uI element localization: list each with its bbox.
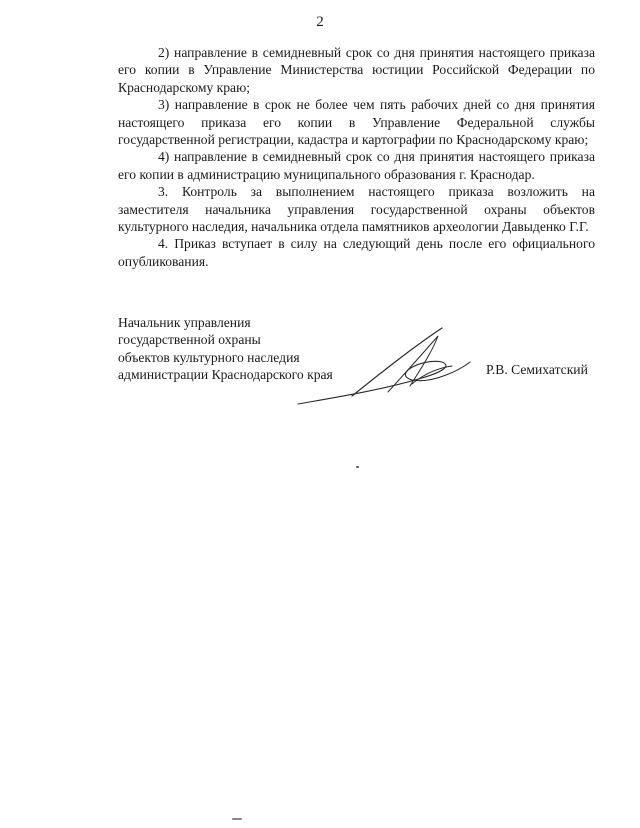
signer-title-line: Начальник управления	[118, 315, 251, 330]
signer-name: Р.В. Семихатский	[486, 362, 588, 377]
page-number: 2	[316, 14, 324, 30]
scan-dot	[356, 466, 359, 468]
paragraph-control: 3. Контроль за выполнением настоящего приказа возложить на заместителя начальника управления государственной охраны объектов культурного наследия, начальника отдела памятников археологии Давыденко Г.Г.	[118, 184, 595, 235]
signer-title-line: объектов культурного наследия	[118, 349, 300, 365]
paragraph-item-4: 4) направление в семидневный срок со дня принятия настоящего приказа его копии в администрацию муниципального образования г. Краснодар.	[118, 149, 595, 182]
paragraph-item-2: 2) направление в семидневный срок со дня принятия настоящего приказа его копии в Управление Министерства юстиции Российской Федерации по Краснодарскому краю;	[118, 45, 595, 95]
document-body	[118, 44, 595, 270]
paragraph-effective-date: 4. Приказ вступает в силу на следующий день после его официального опубликования.	[118, 236, 595, 269]
signer-title-line: государственной охраны	[118, 332, 261, 348]
signer-title-line: администрации Краснодарского края	[118, 367, 333, 383]
handwritten-signature	[292, 322, 482, 412]
scan-mark	[232, 818, 242, 820]
paragraph-item-3: 3) направление в срок не более чем пять рабочих дней со дня принятия настоящего приказа его копии в Управление Федеральной службы государственной регистрации, кадастра и картографии по Краснодарскому краю;	[118, 97, 595, 148]
